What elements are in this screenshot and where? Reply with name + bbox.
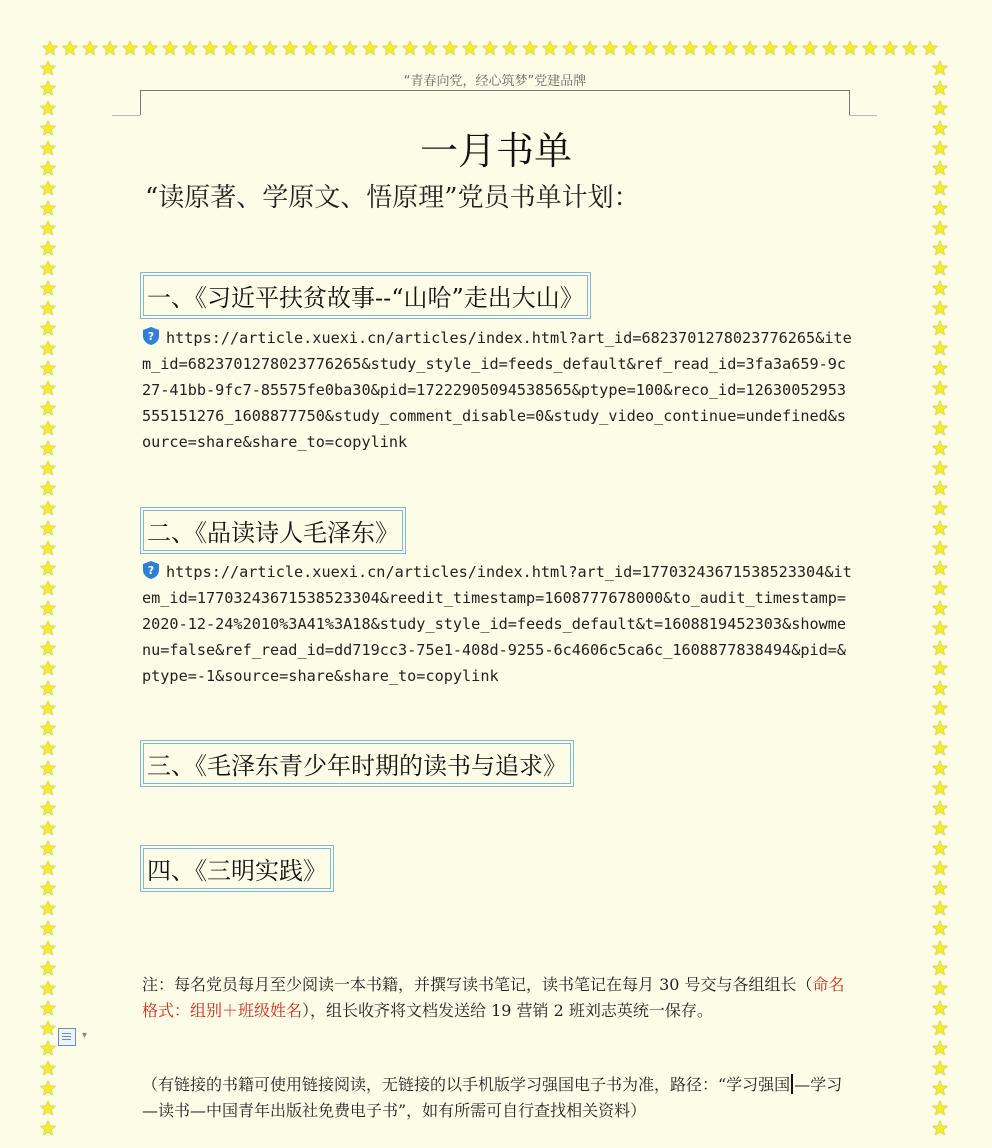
star-icon: ★ [39,476,57,500]
star-icon: ★ [931,616,949,640]
star-icon: ★ [39,556,57,580]
star-icon: ★ [39,96,57,120]
star-icon: ★ [141,36,159,60]
page-header-text: “青春向党，经心筑梦”党建品牌 [403,74,587,89]
star-icon: ★ [931,236,949,260]
star-icon: ★ [931,436,949,460]
star-icon: ★ [931,156,949,180]
star-icon: ★ [39,516,57,540]
star-icon: ★ [39,576,57,600]
star-icon: ★ [39,56,57,80]
star-icon: ★ [931,916,949,940]
text-cursor [791,1074,793,1094]
star-icon: ★ [39,1016,57,1040]
star-icon: ★ [261,36,279,60]
star-icon: ★ [921,36,939,60]
star-icon: ★ [931,376,949,400]
star-icon: ★ [39,456,57,480]
star-icon: ★ [931,876,949,900]
star-icon: ★ [931,736,949,760]
star-icon: ★ [931,116,949,140]
star-icon: ★ [39,336,57,360]
shield-icon [142,560,160,580]
star-icon: ★ [39,736,57,760]
star-icon: ★ [39,176,57,200]
star-icon: ★ [39,236,57,260]
footer-note-text-1: （有链接的书籍可使用链接阅读，无链接的以手机版学习强国电子书为准，路径：“学习强国 [142,1075,791,1094]
book-link-1[interactable] [142,325,852,455]
star-icon: ★ [931,396,949,420]
star-icon: ★ [39,1076,57,1100]
star-icon: ★ [931,696,949,720]
star-icon: ★ [931,796,949,820]
star-icon: ★ [931,936,949,960]
star-icon: ★ [931,1036,949,1060]
star-icon: ★ [39,116,57,140]
star-icon: ★ [39,796,57,820]
star-icon: ★ [641,36,659,60]
star-icon: ★ [39,676,57,700]
book-heading-1 [140,272,591,319]
star-icon: ★ [701,36,719,60]
book-heading-3 [140,740,574,787]
book-heading-1-text: 一、《习近平扶贫故事--“山哈”走出大山》 [143,275,588,316]
star-icon: ★ [39,436,57,460]
star-icon: ★ [931,336,949,360]
star-icon: ★ [931,976,949,1000]
star-icon: ★ [581,36,599,60]
star-icon: ★ [931,276,949,300]
star-icon: ★ [621,36,639,60]
star-icon: ★ [931,1076,949,1100]
star-icon: ★ [39,416,57,440]
star-icon: ★ [931,56,949,80]
svg-text:?: ? [147,330,155,343]
star-icon: ★ [931,96,949,120]
star-icon: ★ [721,36,739,60]
star-icon: ★ [741,36,759,60]
star-icon: ★ [931,356,949,380]
star-icon: ★ [481,36,499,60]
star-icon: ★ [39,216,57,240]
star-icon: ★ [781,36,799,60]
book-link-2-text[interactable]: https://article.xuexi.cn/articles/index.html?art_id=17703243671538523304&item_id=17703243671538523304&reedit_timestamp=1608777678000&to_audit_timestamp=2020-12-24%2010%3A41%3A18&study_style_id=feeds_default&t=1608819452303&showmenu=false&ref_read_id=dd719cc3-75e1-408d-9255-6c4606c5ca6c_1608877838494&pid=&ptype=-1&source=share&share_to=copylink [142,563,852,685]
margin-corner-right [849,115,877,116]
book-link-2[interactable] [142,559,852,689]
star-icon: ★ [931,856,949,880]
footer-note-paragraph [142,1072,852,1124]
shield-icon [142,326,160,346]
star-icon: ★ [39,316,57,340]
star-icon: ★ [61,36,79,60]
star-icon: ★ [931,596,949,620]
book-heading-3-text: 三、《毛泽东青少年时期的读书与追求》 [143,743,571,784]
star-icon: ★ [39,716,57,740]
note-text-1: 注：每名党员每月至少阅读一本书籍，并撰写读书笔记，读书笔记在每月 30 号交与各组组长（ [142,975,813,994]
star-icon: ★ [661,36,679,60]
star-icon: ★ [931,896,949,920]
star-icon: ★ [931,496,949,520]
star-icon: ★ [931,576,949,600]
star-icon: ★ [321,36,339,60]
star-icon: ★ [931,1016,949,1040]
star-icon: ★ [201,36,219,60]
star-icon: ★ [901,36,919,60]
star-icon: ★ [39,496,57,520]
star-icon: ★ [39,76,57,100]
star-icon: ★ [39,636,57,660]
chevron-down-icon[interactable]: ▾ [82,1030,88,1041]
star-icon: ★ [931,716,949,740]
star-icon: ★ [281,36,299,60]
star-icon: ★ [121,36,139,60]
star-icon: ★ [541,36,559,60]
paste-options-icon[interactable] [58,1028,76,1046]
star-icon: ★ [931,196,949,220]
star-icon: ★ [931,556,949,580]
star-icon: ★ [931,1116,949,1140]
star-icon: ★ [401,36,419,60]
page-title: 一月书单 [419,129,572,173]
note-text-2: ），组长收齐将文档发送给 19 营销 2 班刘志英统一保存。 [302,1001,713,1020]
star-icon: ★ [39,536,57,560]
star-icon: ★ [39,916,57,940]
star-icon: ★ [931,476,949,500]
star-icon: ★ [39,156,57,180]
star-icon: ★ [931,676,949,700]
left-star-border [38,58,58,1138]
star-icon: ★ [39,656,57,680]
star-icon: ★ [931,316,949,340]
star-icon: ★ [39,956,57,980]
star-icon: ★ [931,836,949,860]
star-icon: ★ [39,276,57,300]
star-icon: ★ [601,36,619,60]
star-icon: ★ [39,936,57,960]
footer-note-text-2: —学习—读书—中国青年出版社免费电子书”，如有所需可自行查找相关资料） [142,1075,843,1120]
star-icon: ★ [931,756,949,780]
book-heading-4 [140,845,334,892]
star-icon: ★ [861,36,879,60]
star-icon: ★ [39,396,57,420]
star-icon: ★ [39,896,57,920]
star-icon: ★ [39,596,57,620]
star-icon: ★ [39,696,57,720]
star-icon: ★ [931,1096,949,1120]
top-star-border [40,38,940,58]
star-icon: ★ [931,456,949,480]
star-icon: ★ [101,36,119,60]
star-icon: ★ [39,256,57,280]
star-icon: ★ [931,816,949,840]
note-naming-format: 命名格式：组别＋班级姓名 [142,975,845,1020]
star-icon: ★ [39,996,57,1020]
page-subtitle: “读原著、学原文、悟原理”党员书单计划： [145,183,640,213]
star-icon: ★ [931,516,949,540]
star-icon: ★ [841,36,859,60]
star-icon: ★ [521,36,539,60]
star-icon: ★ [761,36,779,60]
star-icon: ★ [441,36,459,60]
right-star-border [930,58,950,1138]
star-icon: ★ [39,136,57,160]
star-icon: ★ [39,196,57,220]
star-icon: ★ [931,296,949,320]
star-icon: ★ [39,756,57,780]
star-icon: ★ [931,536,949,560]
star-icon: ★ [39,1036,57,1060]
star-icon: ★ [39,856,57,880]
star-icon: ★ [181,36,199,60]
star-icon: ★ [39,776,57,800]
svg-text:?: ? [147,564,155,577]
book-link-1-text[interactable]: https://article.xuexi.cn/articles/index.html?art_id=6823701278023776265&item_id=6823701278023776265&study_style_id=feeds_default&ref_read_id=3fa3a659-9c27-41bb-9fc7-85575fe0ba30&pid=17222905094538565&ptype=100&reco_id=12630052953555151276_1608877750&study_comment_disable=0&study_video_continue=undefined&source=share&share_to=copylink [142,329,852,451]
star-icon: ★ [39,376,57,400]
star-icon: ★ [221,36,239,60]
star-icon: ★ [931,656,949,680]
star-icon: ★ [301,36,319,60]
star-icon: ★ [161,36,179,60]
star-icon: ★ [821,36,839,60]
book-heading-2-text: 二、《品读诗人毛泽东》 [143,510,403,551]
star-icon: ★ [461,36,479,60]
star-icon: ★ [931,216,949,240]
star-icon: ★ [931,1056,949,1080]
star-icon: ★ [341,36,359,60]
star-icon: ★ [81,36,99,60]
star-icon: ★ [39,876,57,900]
star-icon: ★ [931,176,949,200]
star-icon: ★ [681,36,699,60]
star-icon: ★ [931,776,949,800]
book-heading-4-text: 四、《三明实践》 [143,848,331,889]
star-icon: ★ [931,956,949,980]
star-icon: ★ [931,996,949,1020]
star-icon: ★ [39,616,57,640]
star-icon: ★ [39,816,57,840]
star-icon: ★ [41,36,59,60]
star-icon: ★ [381,36,399,60]
star-icon: ★ [39,1116,57,1140]
note-paragraph [142,972,852,1024]
star-icon: ★ [241,36,259,60]
book-heading-2 [140,507,406,554]
star-icon: ★ [931,256,949,280]
star-icon: ★ [361,36,379,60]
star-icon: ★ [421,36,439,60]
star-icon: ★ [801,36,819,60]
star-icon: ★ [39,1056,57,1080]
star-icon: ★ [931,76,949,100]
star-icon: ★ [39,976,57,1000]
header-rule [140,90,850,115]
star-icon: ★ [39,296,57,320]
star-icon: ★ [931,136,949,160]
margin-corner-left [112,115,140,116]
star-icon: ★ [39,1096,57,1120]
star-icon: ★ [39,836,57,860]
star-icon: ★ [931,416,949,440]
star-icon: ★ [931,636,949,660]
star-icon: ★ [561,36,579,60]
star-icon: ★ [881,36,899,60]
star-icon: ★ [501,36,519,60]
star-icon: ★ [39,356,57,380]
